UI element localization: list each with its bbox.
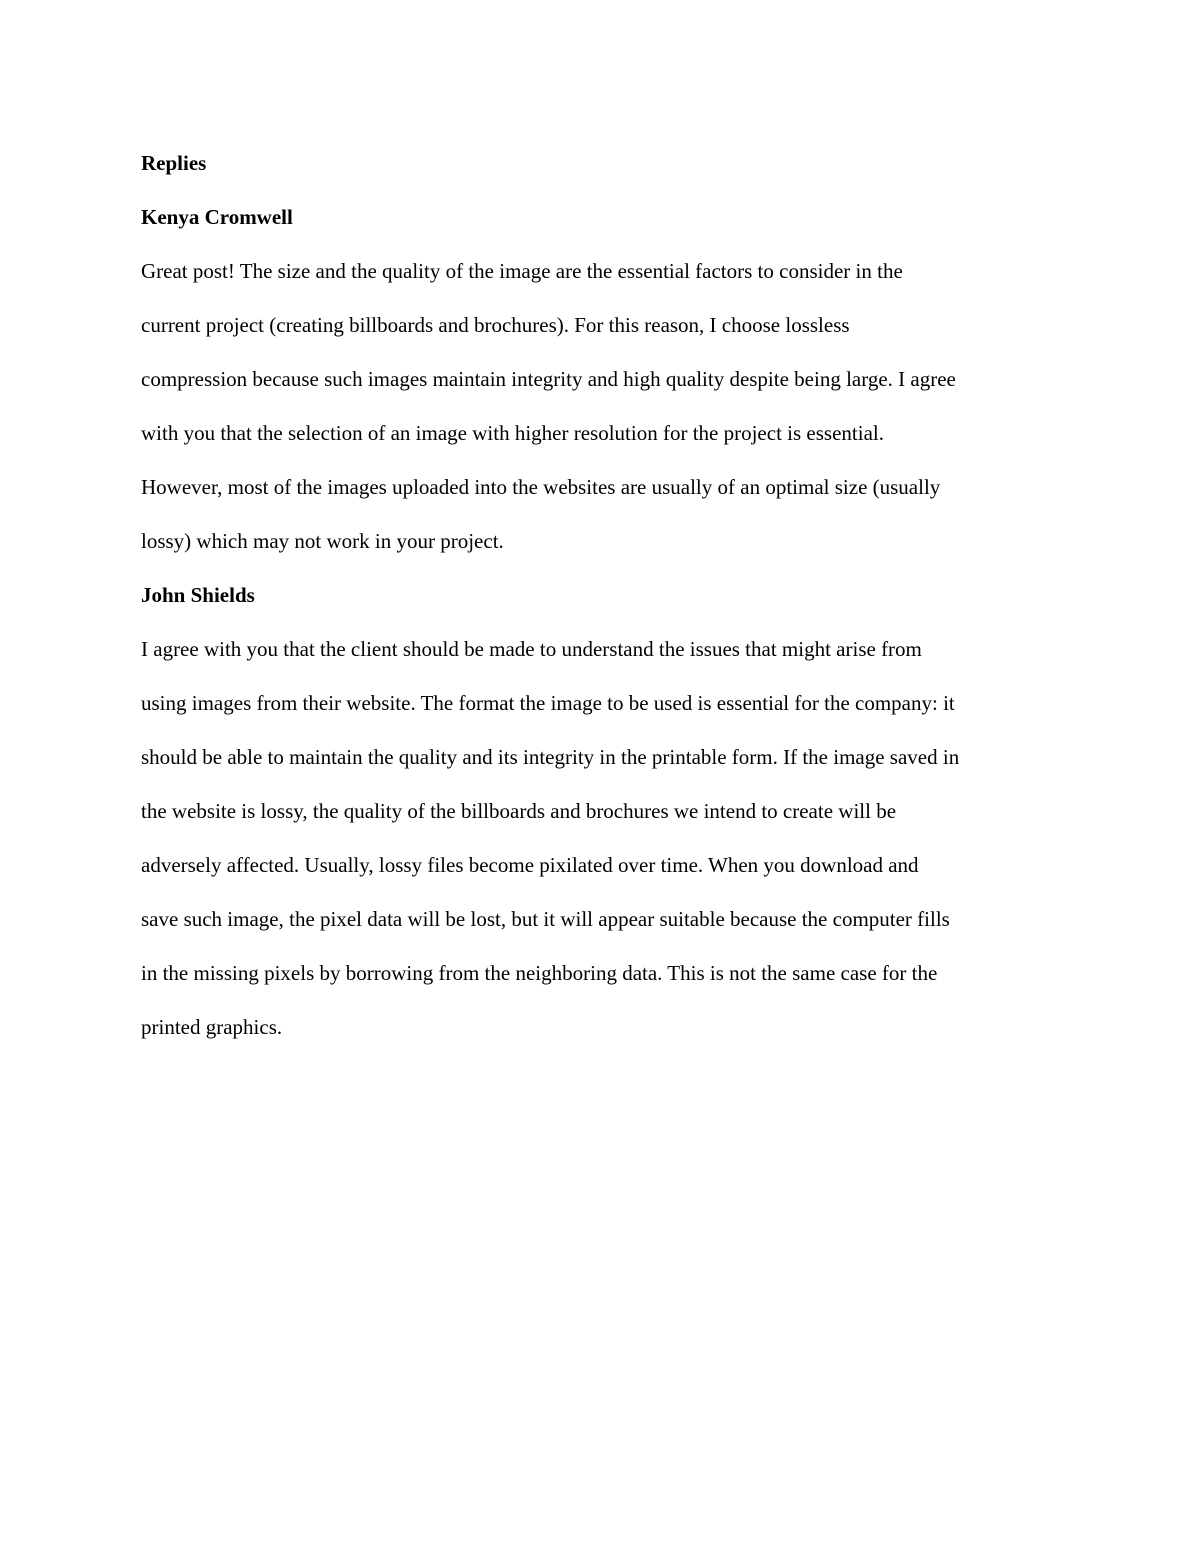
reply-line: with you that the selection of an image with higher resolution for the project is essential. (141, 421, 884, 445)
reply-line: save such image, the pixel data will be lost, but it will appear suitable because the computer fills (141, 907, 950, 931)
reply-author-kenya-cromwell: Kenya Cromwell (141, 205, 293, 229)
reply-line: printed graphics. (141, 1015, 283, 1039)
reply-line: in the missing pixels by borrowing from the neighboring data. This is not the same case for the (141, 961, 938, 985)
page-title: Replies (141, 151, 207, 175)
reply-body-john-shields (141, 622, 1071, 1054)
reply-body-kenya-cromwell (141, 244, 1071, 568)
reply-line: lossy) which may not work in your project. (141, 529, 504, 553)
reply-line: Great post! The size and the quality of the image are the essential factors to consider in the (141, 259, 903, 283)
reply-line: adversely affected. Usually, lossy files become pixilated over time. When you download and (141, 853, 919, 877)
reply-line: current project (creating billboards and brochures). For this reason, I choose lossless (141, 313, 850, 337)
reply-line: using images from their website. The format the image to be used is essential for the company: it (141, 691, 955, 715)
reply-author-john-shields: John Shields (141, 583, 255, 607)
reply-line: the website is lossy, the quality of the billboards and brochures we intend to create will be (141, 799, 897, 823)
reply-line: However, most of the images uploaded into the websites are usually of an optimal size (usually (141, 475, 941, 499)
document-body (141, 136, 1071, 1054)
reply-line: compression because such images maintain integrity and high quality despite being large. I agree (141, 367, 956, 391)
reply-line: I agree with you that the client should be made to understand the issues that might arise from (141, 637, 922, 661)
reply-line: should be able to maintain the quality and its integrity in the printable form. If the image saved in (141, 745, 960, 769)
